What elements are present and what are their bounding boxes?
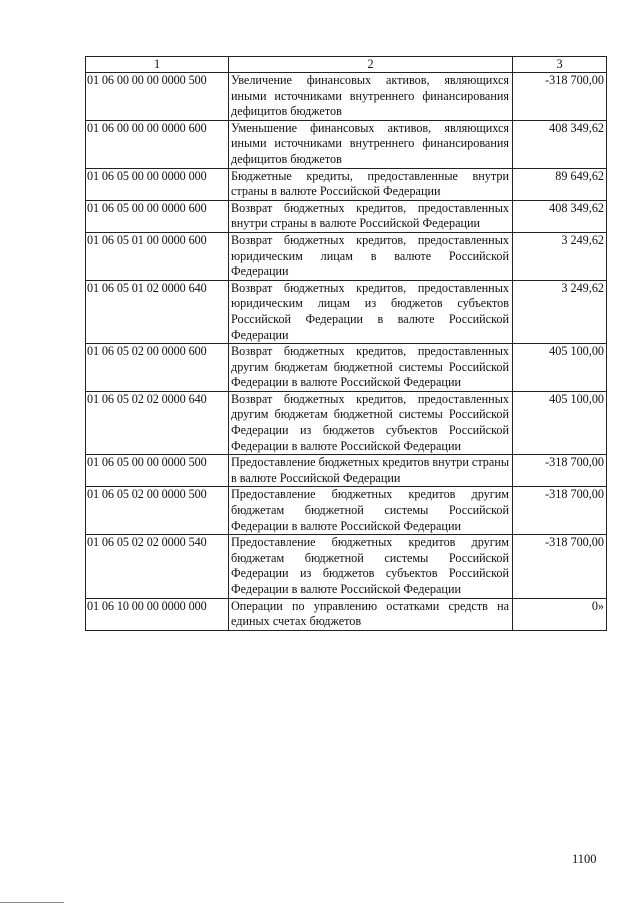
description-cell: Предоставление бюджетных кредитов внутри страны в валюте Российской Федерации bbox=[229, 455, 513, 487]
code-cell: 01 06 05 02 00 0000 500 bbox=[86, 487, 229, 535]
amount-cell: -318 700,00 bbox=[513, 455, 607, 487]
code-cell: 01 06 05 00 00 0000 600 bbox=[86, 200, 229, 232]
description-cell: Возврат бюджетных кредитов, предоставленных юридическим лицам из бюджетов субъектов Российской Федерации в валюте Российской Федерации bbox=[229, 280, 513, 343]
code-cell: 01 06 05 00 00 0000 000 bbox=[86, 168, 229, 200]
description-cell: Операции по управлению остатками средств на единых счетах бюджетов bbox=[229, 598, 513, 630]
column-header-1: 1 bbox=[86, 57, 229, 73]
table-row bbox=[86, 73, 607, 121]
amount-cell: -318 700,00 bbox=[513, 535, 607, 598]
description-cell: Возврат бюджетных кредитов, предоставленных другим бюджетам бюджетной системы Российской Федерации из бюджетов субъектов Российской Федерации в валюте Российской Федерации bbox=[229, 391, 513, 454]
footer-rule bbox=[0, 902, 64, 903]
table-row bbox=[86, 535, 607, 598]
amount-cell: 3 249,62 bbox=[513, 232, 607, 280]
code-cell: 01 06 05 00 00 0000 500 bbox=[86, 455, 229, 487]
amount-cell: 0» bbox=[513, 598, 607, 630]
amount-cell: -318 700,00 bbox=[513, 73, 607, 121]
table-body bbox=[86, 73, 607, 631]
column-header-2: 2 bbox=[229, 57, 513, 73]
amount-cell: 405 100,00 bbox=[513, 344, 607, 392]
table-row bbox=[86, 280, 607, 343]
description-cell: Предоставление бюджетных кредитов другим бюджетам бюджетной системы Российской Федерации из бюджетов субъектов Российской Федерации в валюте Российской Федерации bbox=[229, 535, 513, 598]
table-row bbox=[86, 120, 607, 168]
description-cell: Возврат бюджетных кредитов, предоставленных юридическим лицам в валюте Российской Федерации bbox=[229, 232, 513, 280]
code-cell: 01 06 05 02 00 0000 600 bbox=[86, 344, 229, 392]
amount-cell: 408 349,62 bbox=[513, 120, 607, 168]
table-row bbox=[86, 168, 607, 200]
header-row bbox=[86, 57, 607, 73]
amount-cell: 89 649,62 bbox=[513, 168, 607, 200]
description-cell: Возврат бюджетных кредитов, предоставленных другим бюджетам бюджетной системы Российской Федерации в валюте Российской Федерации bbox=[229, 344, 513, 392]
table-row bbox=[86, 344, 607, 392]
code-cell: 01 06 10 00 00 0000 000 bbox=[86, 598, 229, 630]
code-cell: 01 06 05 02 02 0000 540 bbox=[86, 535, 229, 598]
table-row bbox=[86, 200, 607, 232]
description-cell: Бюджетные кредиты, предоставленные внутри страны в валюте Российской Федерации bbox=[229, 168, 513, 200]
table-row bbox=[86, 232, 607, 280]
column-header-3: 3 bbox=[513, 57, 607, 73]
amount-cell: 408 349,62 bbox=[513, 200, 607, 232]
description-cell: Уменьшение финансовых активов, являющихся иными источниками внутреннего финансирования дефицитов бюджетов bbox=[229, 120, 513, 168]
table-row bbox=[86, 391, 607, 454]
table-row bbox=[86, 598, 607, 630]
code-cell: 01 06 05 01 02 0000 640 bbox=[86, 280, 229, 343]
code-cell: 01 06 05 02 02 0000 640 bbox=[86, 391, 229, 454]
code-cell: 01 06 00 00 00 0000 500 bbox=[86, 73, 229, 121]
code-cell: 01 06 00 00 00 0000 600 bbox=[86, 120, 229, 168]
code-cell: 01 06 05 01 00 0000 600 bbox=[86, 232, 229, 280]
amount-cell: -318 700,00 bbox=[513, 487, 607, 535]
description-cell: Возврат бюджетных кредитов, предоставленных внутри страны в валюте Российской Федерации bbox=[229, 200, 513, 232]
description-cell: Увеличение финансовых активов, являющихся иными источниками внутреннего финансирования дефицитов бюджетов bbox=[229, 73, 513, 121]
table-row bbox=[86, 455, 607, 487]
description-cell: Предоставление бюджетных кредитов другим бюджетам бюджетной системы Российской Федерации в валюте Российской Федерации bbox=[229, 487, 513, 535]
page-number: 1100 bbox=[572, 852, 597, 866]
amount-cell: 3 249,62 bbox=[513, 280, 607, 343]
amount-cell: 405 100,00 bbox=[513, 391, 607, 454]
table-row bbox=[86, 487, 607, 535]
budget-table bbox=[85, 56, 607, 631]
